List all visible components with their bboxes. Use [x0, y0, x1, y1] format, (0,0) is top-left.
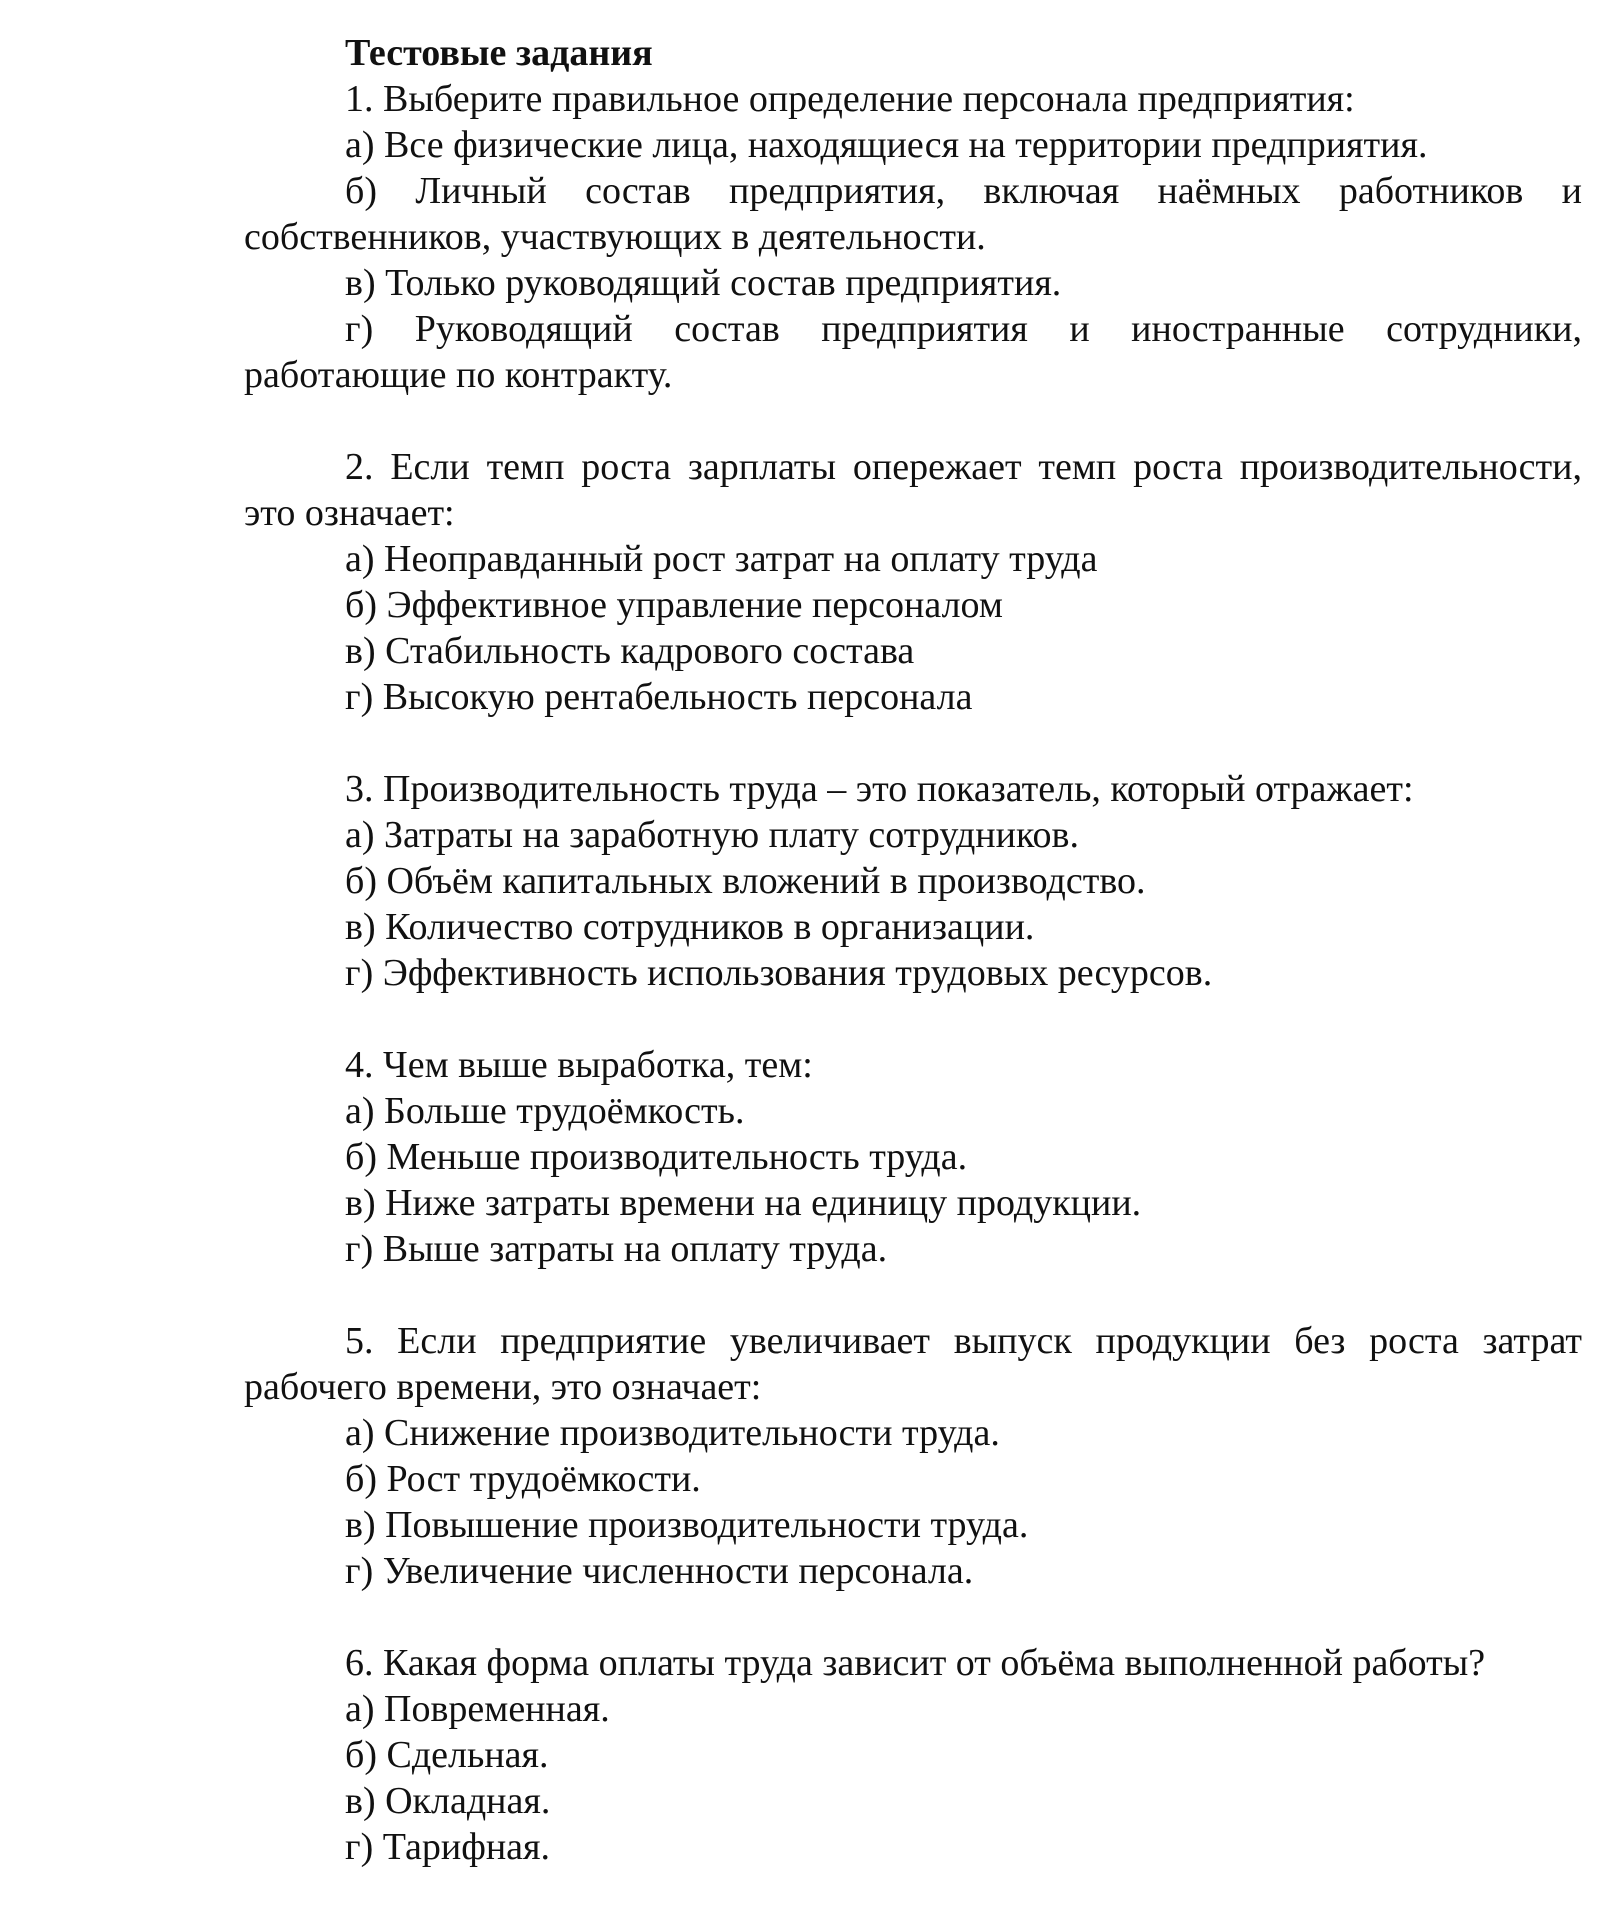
answer-option-b: б) Эффективное управление персоналом: [345, 584, 1003, 626]
question-text: 5. Если предприятие увеличивает выпуск продукции без роста затрат рабочего времени, это означает:: [244, 1320, 1582, 1408]
answer-option-b: б) Объём капитальных вложений в производство.: [345, 860, 1146, 902]
question-1: [244, 76, 1582, 398]
answer-option-b: б) Меньше производительность труда.: [345, 1136, 968, 1178]
answer-option-a: а) Неоправданный рост затрат на оплату труда: [345, 538, 1098, 580]
answer-option-a: а) Затраты на заработную плату сотрудников.: [345, 814, 1079, 856]
answer-option-a: а) Больше трудоёмкость.: [345, 1090, 745, 1132]
answer-option-b: б) Сдельная.: [345, 1734, 549, 1776]
question-3: [244, 766, 1582, 996]
page-title: Тестовые задания: [345, 32, 653, 74]
answer-option-v: в) Ниже затраты времени на единицу продукции.: [345, 1182, 1142, 1224]
answer-option-g: г) Эффективность использования трудовых ресурсов.: [345, 952, 1213, 994]
answer-option-v: в) Количество сотрудников в организации.: [345, 906, 1035, 948]
question-6: [244, 1640, 1582, 1870]
answer-option-a: а) Повременная.: [345, 1688, 610, 1730]
answer-option-g: г) Высокую рентабельность персонала: [345, 676, 973, 718]
answer-option-b: б) Рост трудоёмкости.: [345, 1458, 701, 1500]
question-5: [244, 1318, 1582, 1594]
answer-option-v: в) Окладная.: [345, 1780, 551, 1822]
answer-option-g: г) Выше затраты на оплату труда.: [345, 1228, 888, 1270]
question-text: 3. Производительность труда – это показатель, который отражает:: [345, 768, 1414, 810]
answer-option-a: а) Снижение производительности труда.: [345, 1412, 1000, 1454]
question-4: [244, 1042, 1582, 1272]
answer-option-a: а) Все физические лица, находящиеся на территории предприятия.: [345, 124, 1428, 166]
answer-option-g: г) Руководящий состав предприятия и иностранные сотрудники, работающие по контракту.: [244, 308, 1582, 396]
answer-option-v: в) Стабильность кадрового состава: [345, 630, 915, 672]
answer-option-g: г) Тарифная.: [345, 1826, 551, 1868]
answer-option-v: в) Повышение производительности труда.: [345, 1504, 1029, 1546]
question-2: [244, 444, 1582, 720]
answer-option-b: б) Личный состав предприятия, включая наёмных работников и собственников, участвующих в деятельности.: [244, 170, 1582, 258]
answer-option-g: г) Увеличение численности персонала.: [345, 1550, 974, 1592]
question-text: 6. Какая форма оплаты труда зависит от объёма выполненной работы?: [345, 1642, 1486, 1684]
question-text: 2. Если темп роста зарплаты опережает темп роста производительности, это означает:: [244, 446, 1582, 534]
answer-option-v: в) Только руководящий состав предприятия.: [345, 262, 1062, 304]
question-text: 4. Чем выше выработка, тем:: [345, 1044, 813, 1086]
question-text: 1. Выберите правильное определение персонала предприятия:: [345, 78, 1355, 120]
document-page: [244, 30, 1582, 1870]
